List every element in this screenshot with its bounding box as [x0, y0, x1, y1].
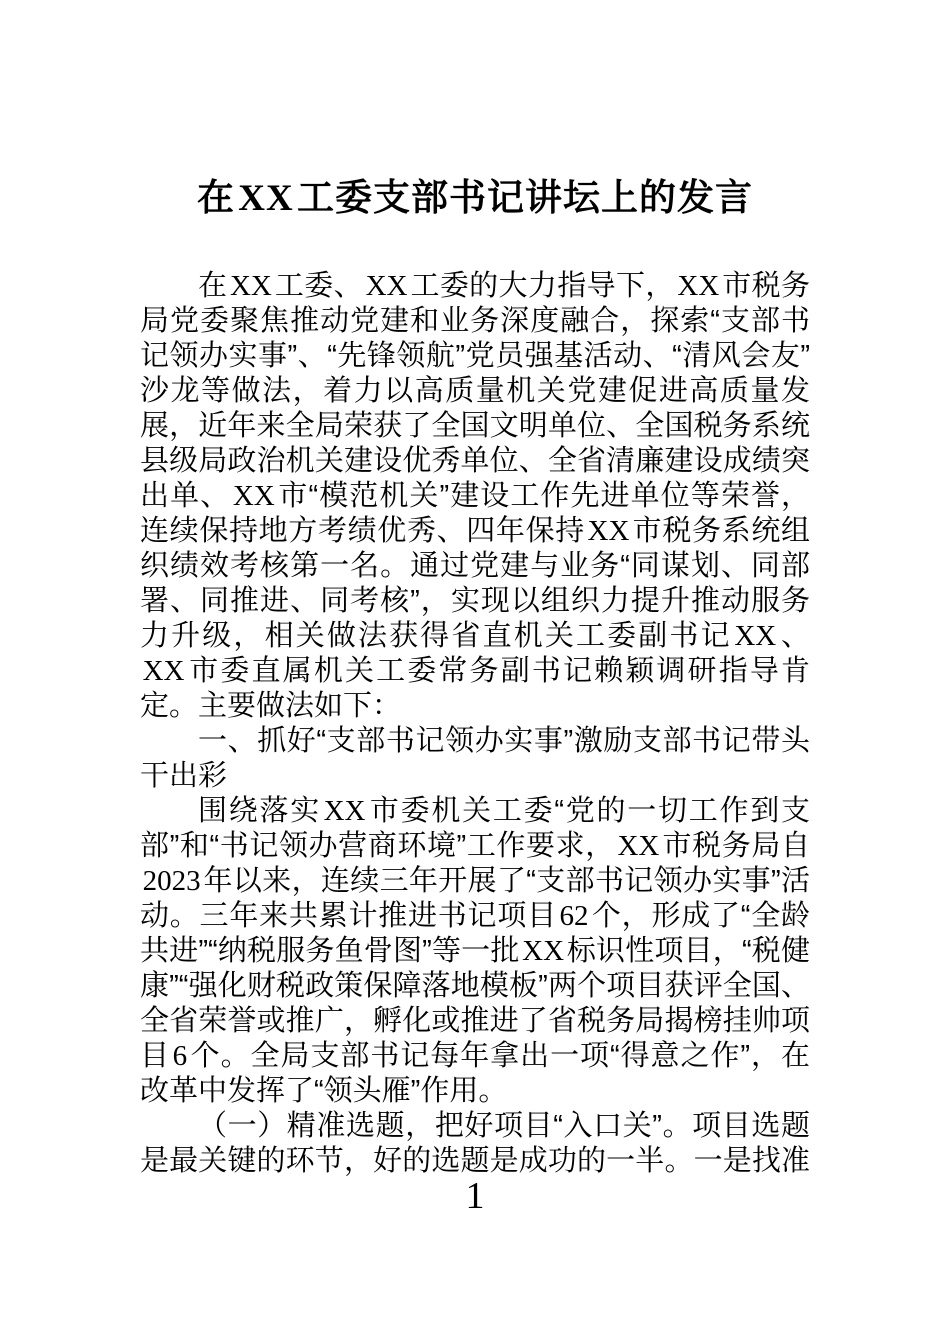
latin-run: XX: [238, 178, 294, 219]
latin-run: XX: [522, 935, 565, 967]
latin-run: XX: [323, 795, 366, 827]
paragraph: 在XX工委、XX工委的大力指导下，XX市税务局党委聚焦推动党建和业务深度融合，探索“支部书记领办实事”、“先锋领航”党员强基活动、“清风会友”沙龙等做法，着力以高质量机关党建促进高质量发展，近年来全局荣获了全国文明单位、全国税务系统县级局政治机关建设优秀单位、全省清廉建设成绩突出单、XX市“模范机关”建设工作先进单位等荣誉，连续保持地方考绩优秀、四年保持XX市税务系统组织绩效考核第一名。通过党建与业务“同谋划、同部署、同推进、同考核”，实现以组织力提升推动服务力升级，相关做法获得省直机关工委副书记XX、XX市委直属机关工委常务副书记赖颖调研指导肯定。主要做法如下：: [140, 270, 810, 722]
latin-run: 62: [559, 900, 589, 932]
latin-run: XX: [617, 830, 660, 862]
page-number: [0, 1176, 950, 1218]
latin-run: XX: [677, 270, 720, 302]
latin-run: XX: [365, 270, 408, 302]
paragraph: 围绕落实XX市委机关工委“党的一切工作到支部”和“书记领办营商环境”工作要求，XX市税务局自2023年以来，连续三年开展了“支部书记领办实事”活动。三年来共累计推进书记项目62个，形成了“全龄共进”“纳税服务鱼骨图”等一批XX标识性项目，“税健康”“强化财税政策保障落地模板”两个项目获评全国、全省荣誉或推广，孵化或推进了省税务局揭榜挂帅项目6个。全局支部书记每年拿出一项“得意之作”，在改革中发挥了“领头雁”作用。: [140, 795, 810, 1107]
section-heading: 一、抓好“支部书记领办实事”激励支部书记带头干出彩: [140, 725, 810, 792]
latin-run: XX: [142, 655, 185, 687]
latin-run: 1: [465, 1175, 485, 1217]
paragraph: （一）精准选题，把好项目“入口关”。项目选题是最关键的环节，好的选题是成功的一半。一是找准: [140, 1110, 810, 1177]
latin-run: XX: [587, 515, 630, 547]
latin-run: 6: [172, 1040, 188, 1072]
document-title: 在XX工委支部书记讲坛上的发言: [196, 177, 754, 219]
document-body: [140, 269, 810, 1179]
latin-run: XX: [232, 480, 275, 512]
latin-run: XX: [734, 620, 777, 652]
latin-run: XX: [229, 270, 272, 302]
latin-run: 2023: [142, 865, 201, 897]
